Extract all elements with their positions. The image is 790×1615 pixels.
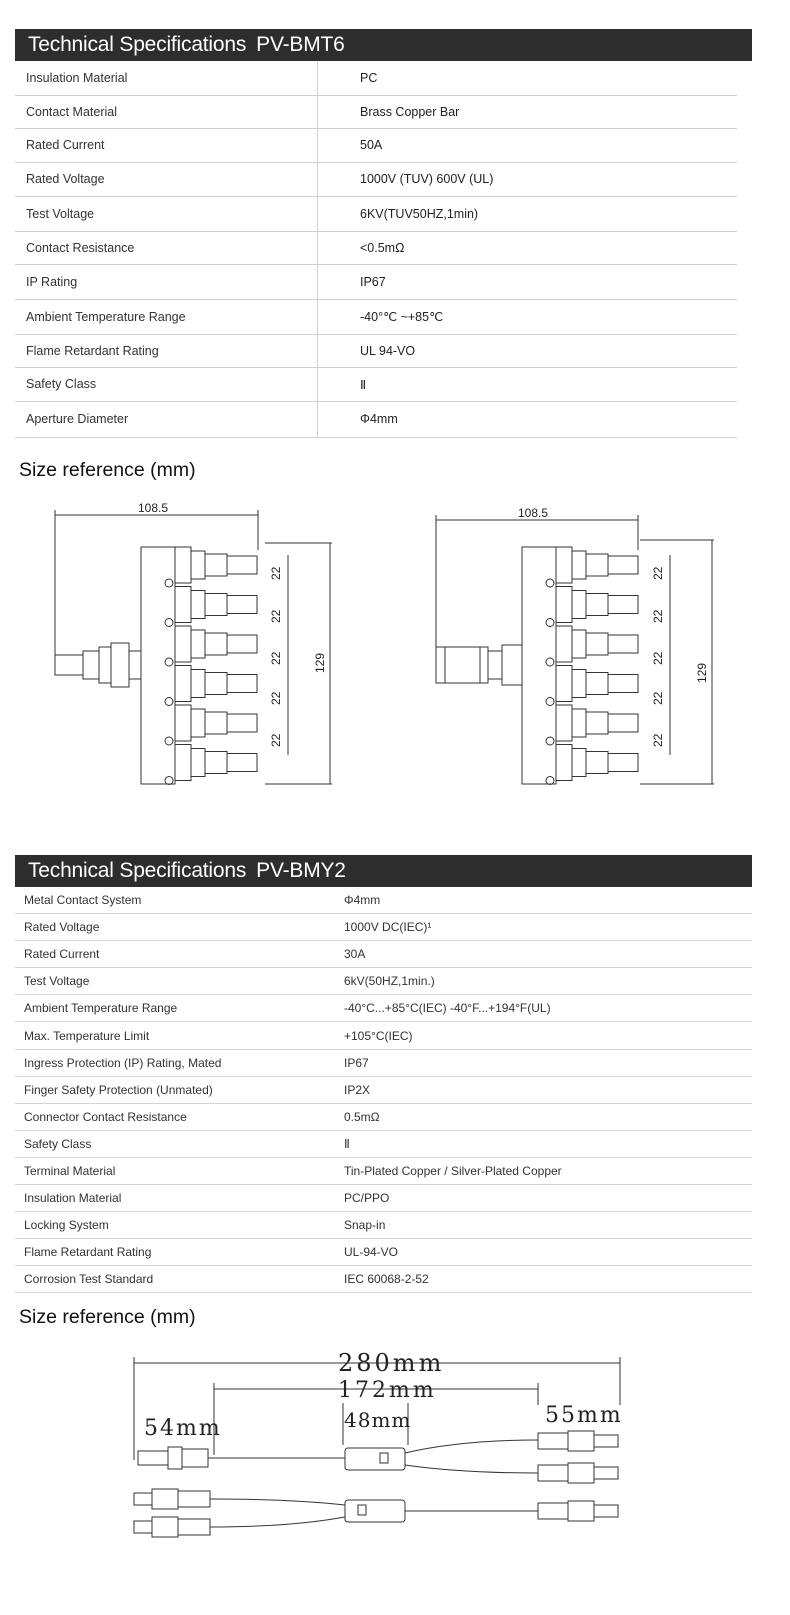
connector-branch-part [556,626,572,662]
dim-right: 55mm [545,1403,623,1428]
spec-label: Metal Contact System [15,887,335,914]
spec-label: Terminal Material [15,1157,335,1184]
spec-label: Rated Voltage [15,162,318,196]
connector-branch-part [227,754,257,772]
connector-branch-part [227,714,257,732]
connector-branch-part [205,752,227,774]
connector-branch-part [586,712,608,734]
latch-circle [546,698,554,706]
connector-branch-part [608,556,638,574]
spec-label: Safety Class [15,367,318,401]
spec-value: Φ4mm [318,401,738,437]
spec-label: Aperture Diameter [15,401,318,437]
spec-label: Connector Contact Resistance [15,1103,335,1130]
spec-label: Ingress Protection (IP) Rating, Mated [15,1049,335,1076]
spec-value: 0.5mΩ [335,1103,752,1130]
spec-value: PC [318,62,738,95]
spec-label: Ambient Temperature Range [15,299,318,334]
dim-pitch-label: 22 [651,566,665,580]
dim-width-right: 108.5 [518,506,549,520]
spec-row [15,1130,752,1157]
spec-value: Brass Copper Bar [318,95,738,128]
connector-branch-part [556,705,572,741]
spec-label: Contact Material [15,95,318,128]
spec-row [15,914,752,941]
spec-value: Ⅱ [318,367,738,401]
connector-branch-part [175,705,191,741]
connector-branch-part [586,633,608,655]
spec-row [15,62,737,95]
connector-branch-part [586,594,608,616]
connector-branch-part [205,554,227,576]
spec-row [15,1157,752,1184]
latch-circle [546,737,554,745]
latch-circle [165,698,173,706]
connector-branch-part [608,635,638,653]
dim-pitch-label: 22 [269,566,283,580]
latch-circle [165,619,173,627]
connector-branch-part [586,752,608,774]
latch-circle [546,777,554,785]
banner-title: Technical Specifications [28,33,247,56]
spec-label: Rated Current [15,941,335,968]
spec-label: Rated Current [15,128,318,162]
connector-branch-part [175,745,191,781]
spec-label: Ambient Temperature Range [15,995,335,1022]
spec-label: Test Voltage [15,196,318,231]
connector-branch-part [191,551,205,579]
connector-branch-part [175,587,191,623]
spec-row [15,162,737,196]
spec-value: IP67 [335,1049,752,1076]
spec-value: Φ4mm [335,887,752,914]
spec-value: PC/PPO [335,1185,752,1212]
spec-label: IP Rating [15,264,318,299]
banner-model: PV-BMT6 [256,33,345,56]
spec-row [15,1076,752,1103]
connector-branch-part [572,670,586,698]
spec-banner-pv-bmy2 [15,855,752,887]
spec-row [15,995,752,1022]
dim-height-right: 129 [695,662,709,683]
latch-circle [165,777,173,785]
dim-width-left: 108.5 [138,501,169,515]
connector-branch-part [572,749,586,777]
spec-row [15,1022,752,1049]
latch-circle [546,619,554,627]
connector-branch-part [205,633,227,655]
spec-row [15,128,737,162]
spec-value: -40°℃ ~+85℃ [318,299,738,334]
spec-label: Insulation Material [15,62,318,95]
spec-row [15,1266,752,1293]
connector-branch-part [227,596,257,614]
spec-label: Flame Retardant Rating [15,1239,335,1266]
size-reference-heading-2: Size reference (mm) [19,1306,196,1328]
spec-label: Safety Class [15,1130,335,1157]
connector-branch-part [175,626,191,662]
connector-branch-part [227,556,257,574]
spec-row [15,887,752,914]
latch-circle [546,658,554,666]
spec-banner-pv-bmt6 [15,29,752,61]
dim-pitch-label: 22 [269,651,283,665]
connector-branch-part [556,745,572,781]
latch-circle [165,737,173,745]
spec-row [15,1103,752,1130]
drawing-pv-bmy2 [0,1345,790,1545]
spec-label: Contact Resistance [15,231,318,264]
connector-branch-part [586,673,608,695]
spec-label: Test Voltage [15,968,335,995]
spec-value: +105°C(IEC) [335,1022,752,1049]
dim-mid: 172mm [338,1378,437,1403]
dim-pitch-label: 22 [269,733,283,747]
spec-value: 50A [318,128,738,162]
spec-row [15,1049,752,1076]
spec-row [15,941,752,968]
spec-row [15,334,737,367]
spec-label: Locking System [15,1212,335,1239]
spec-value: <0.5mΩ [318,231,738,264]
drawing-pv-bmt6 [0,495,790,795]
spec-row [15,968,752,995]
connector-branch-part [205,673,227,695]
connector-branch-part [205,712,227,734]
spec-value: UL-94-VO [335,1239,752,1266]
dim-pitch-label: 22 [651,609,665,623]
spec-value: Ⅱ [335,1130,752,1157]
banner-title: Technical Specifications [28,859,247,882]
spec-label: Corrosion Test Standard [15,1266,335,1293]
dim-pitch-label: 22 [651,651,665,665]
connector-branch-part [205,594,227,616]
connector-branch-part [191,709,205,737]
spec-row [15,401,737,437]
connector-branch-part [191,670,205,698]
spec-value: IP2X [335,1076,752,1103]
dim-center: 48mm [344,1408,412,1432]
connector-branch-part [572,551,586,579]
spec-label: Max. Temperature Limit [15,1022,335,1049]
spec-table-pv-bmt6 [15,62,737,438]
connector-branch-part [608,675,638,693]
dim-pitch-label: 22 [651,733,665,747]
spec-row [15,367,737,401]
spec-row [15,95,737,128]
banner-model: PV-BMY2 [256,859,346,882]
spec-value: Tin-Plated Copper / Silver-Plated Copper [335,1157,752,1184]
connector-branch-part [608,596,638,614]
connector-branch-part [175,666,191,702]
spec-value: 6KV(TUV50HZ,1min) [318,196,738,231]
connector-branch-part [175,547,191,583]
dim-total: 280mm [338,1349,445,1377]
spec-value: Snap-in [335,1212,752,1239]
spec-value: 6kV(50HZ,1min.) [335,968,752,995]
dim-pitch-label: 22 [651,691,665,705]
latch-circle [165,658,173,666]
size-reference-heading-1: Size reference (mm) [19,459,196,481]
spec-value: UL 94-VO [318,334,738,367]
spec-row [15,1239,752,1266]
spec-label: Finger Safety Protection (Unmated) [15,1076,335,1103]
connector-branch-part [227,675,257,693]
spec-value: -40°C...+85°C(IEC) -40°F...+194°F(UL) [335,995,752,1022]
dim-left: 54mm [144,1416,222,1441]
connector-branch-part [572,709,586,737]
connector-branch-part [572,630,586,658]
spec-table-pv-bmy2 [15,887,752,1293]
connector-branch-part [572,591,586,619]
dim-height-left: 129 [313,652,327,673]
connector-branch-part [586,554,608,576]
spec-row [15,1185,752,1212]
spec-row [15,299,737,334]
spec-label: Flame Retardant Rating [15,334,318,367]
latch-circle [546,579,554,587]
spec-value: 1000V (TUV) 600V (UL) [318,162,738,196]
spec-label: Rated Voltage [15,914,335,941]
spec-value: IEC 60068-2-52 [335,1266,752,1293]
connector-branch-part [556,666,572,702]
connector-branch-part [608,714,638,732]
connector-branch-part [191,630,205,658]
dim-pitch-label: 22 [269,609,283,623]
connector-branch-part [227,635,257,653]
spec-label: Insulation Material [15,1185,335,1212]
connector-branch-part [556,587,572,623]
spec-row [15,231,737,264]
connector-branch-part [608,754,638,772]
spec-value: IP67 [318,264,738,299]
spec-row [15,1212,752,1239]
spec-row [15,264,737,299]
dim-pitch-label: 22 [269,691,283,705]
spec-value: 1000V DC(IEC)¹ [335,914,752,941]
connector-branch-part [191,749,205,777]
connector-branch-part [191,591,205,619]
spec-row [15,196,737,231]
spec-value: 30A [335,941,752,968]
latch-circle [165,579,173,587]
connector-branch-part [556,547,572,583]
